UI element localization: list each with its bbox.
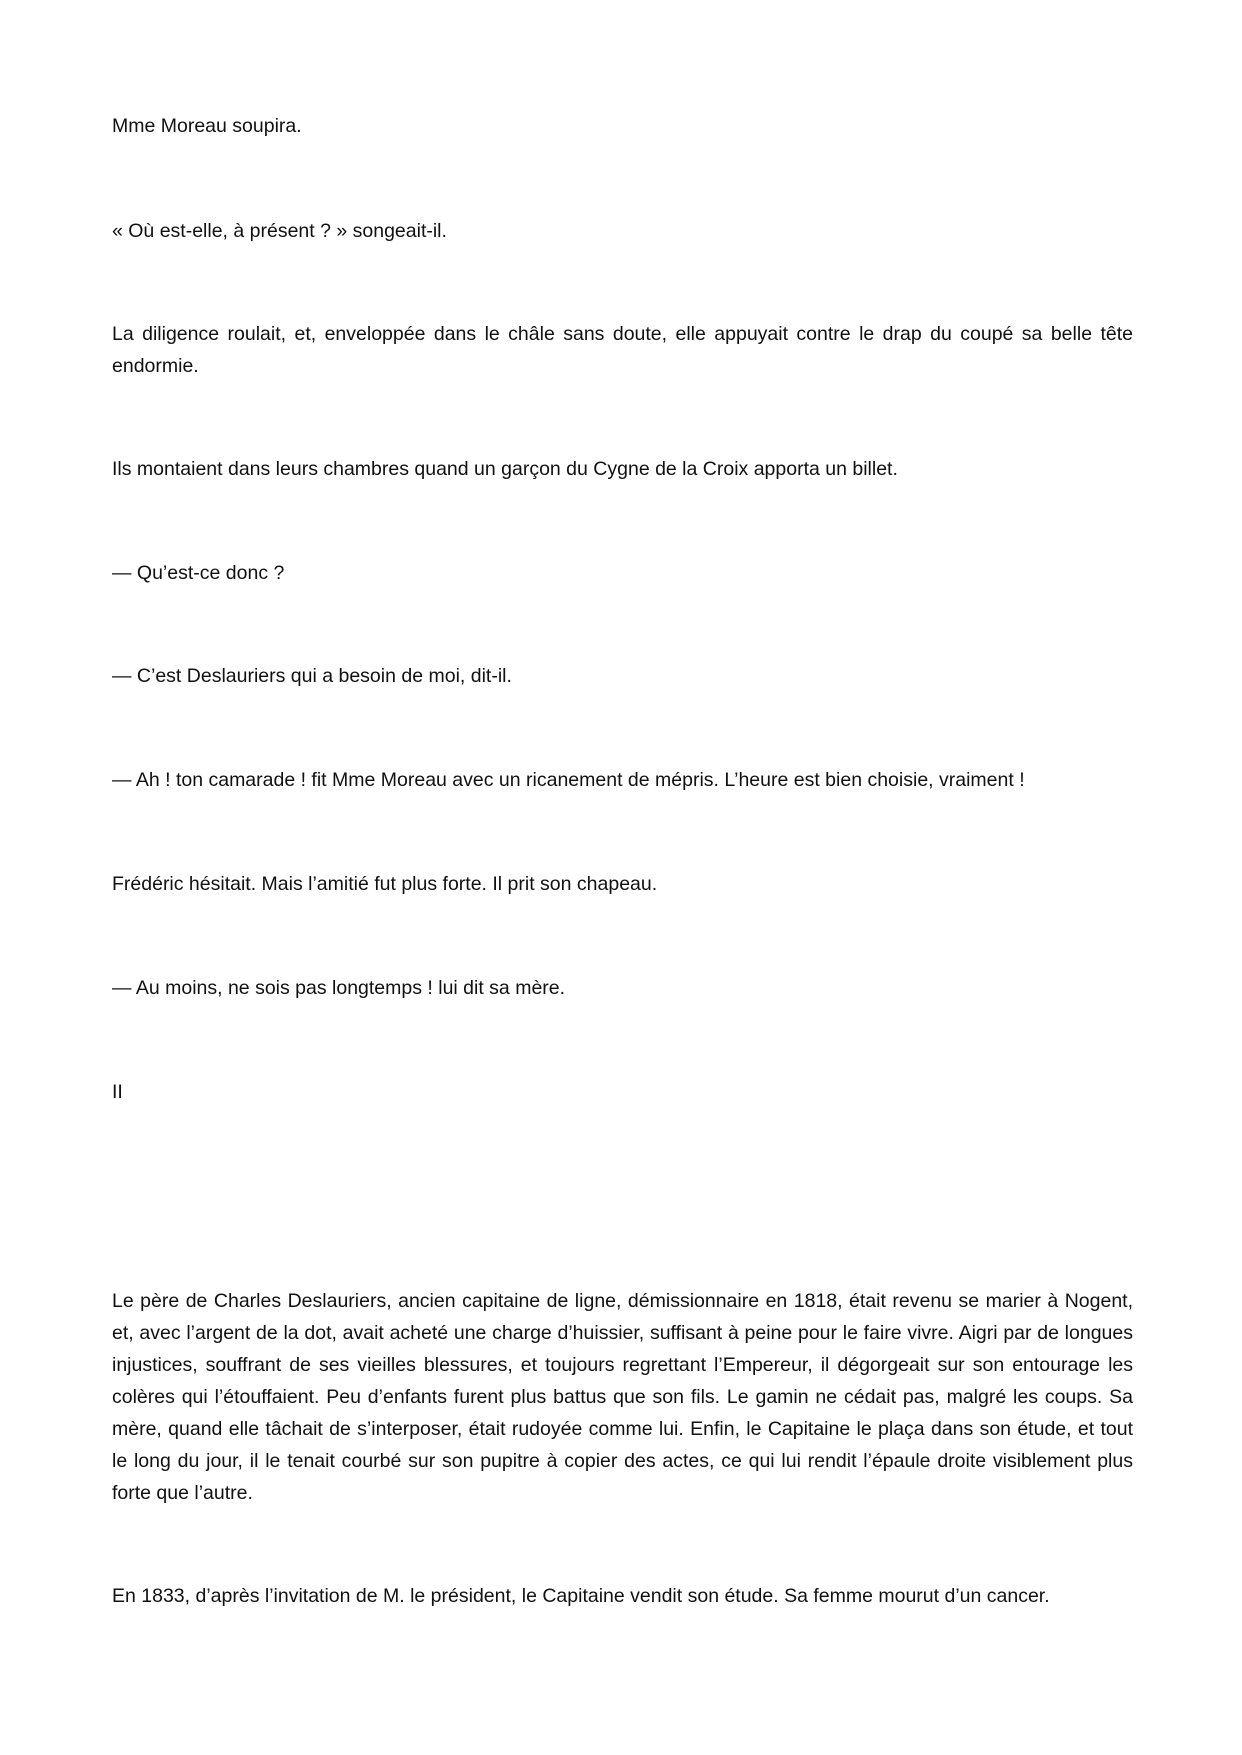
paragraph-la-diligence: La diligence roulait, et, enveloppée dans le châle sans doute, elle appuyait contre le drap du coupé sa belle tête endormie. xyxy=(112,323,1133,377)
chapter-heading: II xyxy=(112,1081,123,1103)
dialogue-cest-deslauriers: — C’est Deslauriers qui a besoin de moi, dit-il. xyxy=(112,665,512,687)
paragraph-ou-est-elle: « Où est-elle, à présent ? » songeait-il. xyxy=(112,220,447,242)
paragraph-frederic-hesitait: Frédéric hésitait. Mais l’amitié fut plus forte. Il prit son chapeau. xyxy=(112,873,658,895)
paragraph-le-pere-de-charles: Le père de Charles Deslauriers, ancien capitaine de ligne, démissionnaire en 1818, était revenu se marier à Nogent, et, avec l’argent de la dot, avait acheté une charge d’huissier, suffisant à peine pour le faire vivre. Aigri par de longues injustices, souffrant de ses vieilles blessures, et toujours regrettant l’Empereur, il dégorgeait sur son entourage les colères qui l’étouffaient. Peu d’enfants furent plus battus que son fils. Le gamin ne cédait pas, malgré les coups. Sa mère, quand elle tâchait de s’interposer, était rudoyée comme lui. Enfin, le Capitaine le plaça dans son étude, et tout le long du jour, il le tenait courbé sur son pupitre à copier des actes, ce qui lui rendit l’épaule droite visiblement plus forte que l’autre. xyxy=(112,1290,1133,1504)
paragraph-en-1833: En 1833, d’après l’invitation de M. le président, le Capitaine vendit son étude. Sa femme mourut d’un cancer. xyxy=(112,1585,1050,1607)
dialogue-quest-ce-donc: — Qu’est-ce donc ? xyxy=(112,562,285,584)
dialogue-ah-ton-camarade: — Ah ! ton camarade ! fit Mme Moreau avec un ricanement de mépris. L’heure est bien choisie, vraiment ! xyxy=(112,769,1025,791)
dialogue-au-moins: — Au moins, ne sois pas longtemps ! lui dit sa mère. xyxy=(112,977,566,999)
paragraph-mme-moreau-soupira: Mme Moreau soupira. xyxy=(112,115,302,137)
paragraph-ils-montaient: Ils montaient dans leurs chambres quand un garçon du Cygne de la Croix apporta un billet. xyxy=(112,458,898,480)
